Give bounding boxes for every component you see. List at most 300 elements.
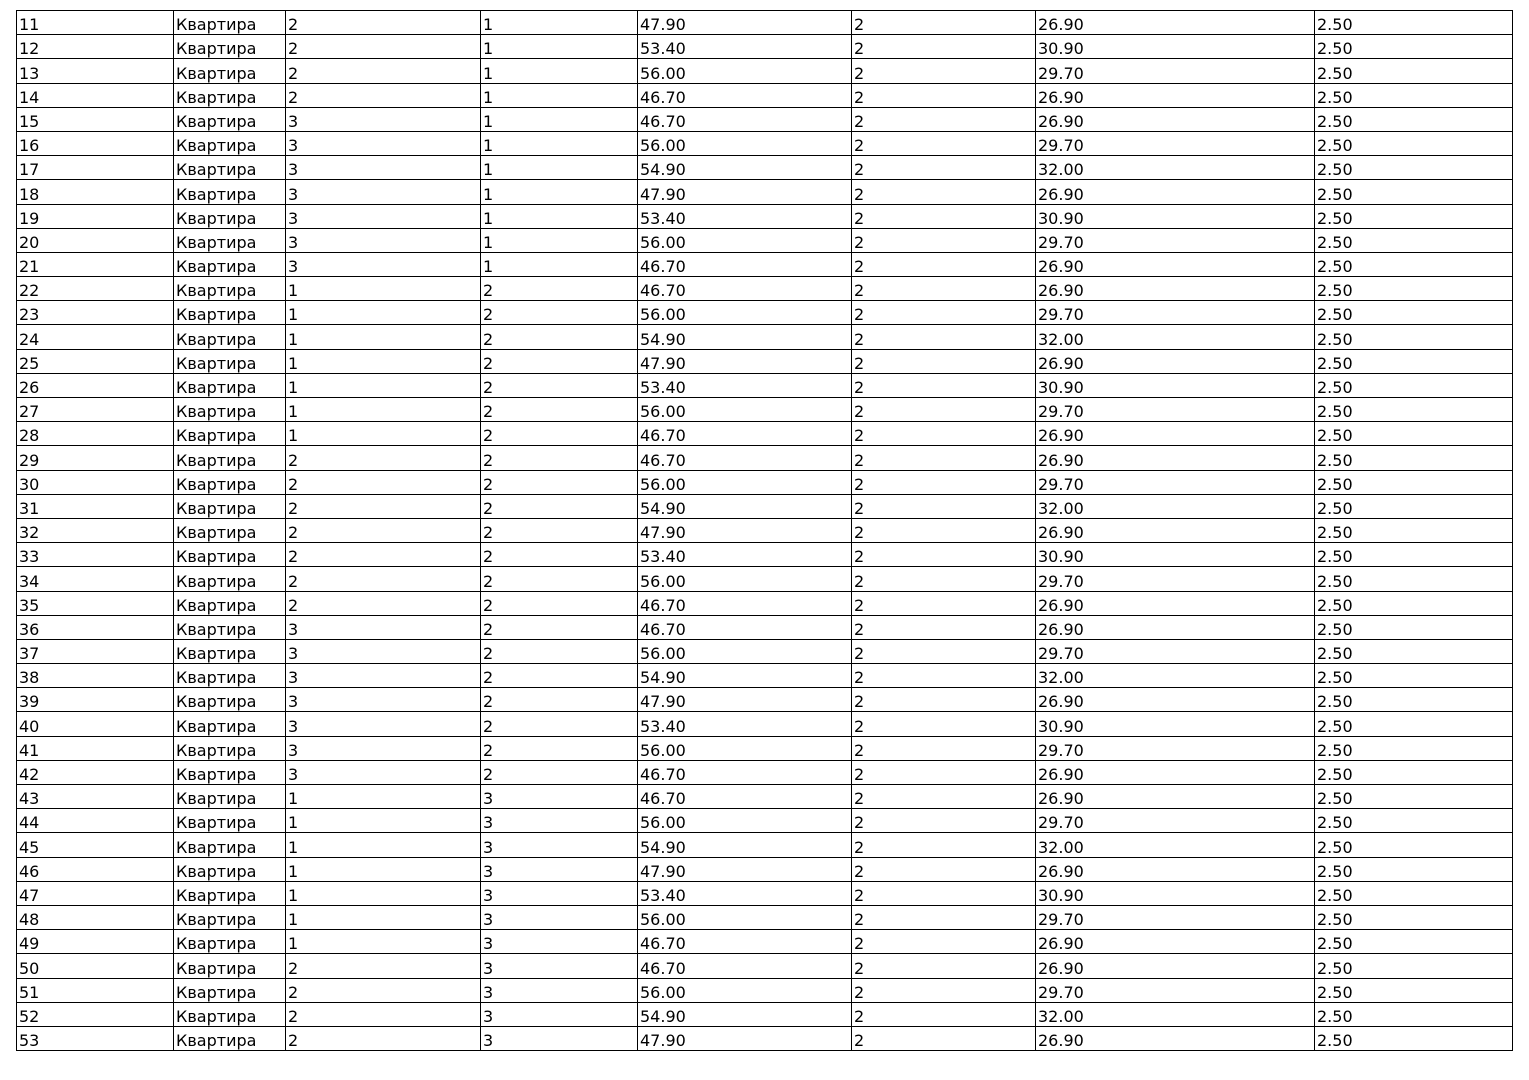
floor-cell: 2 (481, 688, 638, 712)
area-cell: 54.90 (638, 664, 852, 688)
living-area-cell: 26.90 (1036, 785, 1315, 809)
living-area-cell: 26.90 (1036, 615, 1315, 639)
number-cell: 19 (17, 204, 174, 228)
section-cell: 2 (852, 422, 1036, 446)
table-row (17, 373, 1513, 397)
table-row (17, 615, 1513, 639)
living-area-cell: 29.70 (1036, 131, 1315, 155)
section-cell: 2 (852, 639, 1036, 663)
area-cell: 47.90 (638, 180, 852, 204)
number-cell: 46 (17, 857, 174, 881)
number-cell: 42 (17, 760, 174, 784)
table-row (17, 785, 1513, 809)
height-cell: 2.50 (1315, 59, 1513, 83)
living-area-cell: 26.90 (1036, 954, 1315, 978)
living-area-cell: 26.90 (1036, 422, 1315, 446)
area-cell: 56.00 (638, 639, 852, 663)
section-cell: 2 (852, 59, 1036, 83)
type-cell: Квартира (174, 712, 286, 736)
height-cell: 2.50 (1315, 204, 1513, 228)
type-cell: Квартира (174, 833, 286, 857)
living-area-cell: 32.00 (1036, 664, 1315, 688)
table-row (17, 494, 1513, 518)
rooms-cell: 2 (286, 567, 481, 591)
number-cell: 13 (17, 59, 174, 83)
height-cell: 2.50 (1315, 494, 1513, 518)
section-cell: 2 (852, 664, 1036, 688)
height-cell: 2.50 (1315, 107, 1513, 131)
floor-cell: 3 (481, 833, 638, 857)
rooms-cell: 1 (286, 373, 481, 397)
rooms-cell: 3 (286, 107, 481, 131)
type-cell: Квартира (174, 373, 286, 397)
section-cell: 2 (852, 905, 1036, 929)
height-cell: 2.50 (1315, 543, 1513, 567)
floor-cell: 1 (481, 228, 638, 252)
rooms-cell: 1 (286, 905, 481, 929)
height-cell: 2.50 (1315, 398, 1513, 422)
number-cell: 49 (17, 930, 174, 954)
number-cell: 48 (17, 905, 174, 929)
area-cell: 56.00 (638, 905, 852, 929)
table-row (17, 978, 1513, 1002)
height-cell: 2.50 (1315, 785, 1513, 809)
type-cell: Квартира (174, 35, 286, 59)
section-cell: 2 (852, 760, 1036, 784)
height-cell: 2.50 (1315, 736, 1513, 760)
type-cell: Квартира (174, 591, 286, 615)
type-cell: Квартира (174, 978, 286, 1002)
number-cell: 40 (17, 712, 174, 736)
section-cell: 2 (852, 228, 1036, 252)
living-area-cell: 29.70 (1036, 398, 1315, 422)
rooms-cell: 1 (286, 809, 481, 833)
type-cell: Квартира (174, 252, 286, 276)
living-area-cell: 30.90 (1036, 712, 1315, 736)
area-cell: 47.90 (638, 1026, 852, 1050)
number-cell: 38 (17, 664, 174, 688)
height-cell: 2.50 (1315, 470, 1513, 494)
rooms-cell: 3 (286, 712, 481, 736)
rooms-cell: 2 (286, 11, 481, 35)
table-body (17, 11, 1513, 1051)
section-cell: 2 (852, 398, 1036, 422)
number-cell: 44 (17, 809, 174, 833)
living-area-cell: 26.90 (1036, 930, 1315, 954)
table-row (17, 180, 1513, 204)
height-cell: 2.50 (1315, 518, 1513, 542)
type-cell: Квартира (174, 107, 286, 131)
number-cell: 23 (17, 301, 174, 325)
section-cell: 2 (852, 180, 1036, 204)
number-cell: 39 (17, 688, 174, 712)
area-cell: 46.70 (638, 954, 852, 978)
table-row (17, 131, 1513, 155)
table-row (17, 809, 1513, 833)
table-row (17, 688, 1513, 712)
height-cell: 2.50 (1315, 131, 1513, 155)
area-cell: 46.70 (638, 107, 852, 131)
living-area-cell: 26.90 (1036, 446, 1315, 470)
table-row (17, 446, 1513, 470)
table-row (17, 881, 1513, 905)
type-cell: Квартира (174, 1002, 286, 1026)
number-cell: 20 (17, 228, 174, 252)
type-cell: Квартира (174, 1026, 286, 1050)
area-cell: 46.70 (638, 591, 852, 615)
type-cell: Квартира (174, 930, 286, 954)
rooms-cell: 2 (286, 59, 481, 83)
table-row (17, 470, 1513, 494)
table-row (17, 325, 1513, 349)
type-cell: Квартира (174, 736, 286, 760)
number-cell: 21 (17, 252, 174, 276)
rooms-cell: 2 (286, 543, 481, 567)
rooms-cell: 1 (286, 301, 481, 325)
number-cell: 52 (17, 1002, 174, 1026)
table-row (17, 107, 1513, 131)
floor-cell: 3 (481, 857, 638, 881)
number-cell: 37 (17, 639, 174, 663)
floor-cell: 1 (481, 11, 638, 35)
table-row (17, 11, 1513, 35)
type-cell: Квартира (174, 494, 286, 518)
area-cell: 56.00 (638, 470, 852, 494)
section-cell: 2 (852, 156, 1036, 180)
rooms-cell: 2 (286, 954, 481, 978)
table-row (17, 905, 1513, 929)
type-cell: Квартира (174, 131, 286, 155)
type-cell: Квартира (174, 857, 286, 881)
type-cell: Квартира (174, 180, 286, 204)
type-cell: Квартира (174, 349, 286, 373)
rooms-cell: 1 (286, 277, 481, 301)
living-area-cell: 30.90 (1036, 373, 1315, 397)
floor-cell: 2 (481, 518, 638, 542)
height-cell: 2.50 (1315, 349, 1513, 373)
number-cell: 45 (17, 833, 174, 857)
height-cell: 2.50 (1315, 881, 1513, 905)
height-cell: 2.50 (1315, 325, 1513, 349)
table-row (17, 543, 1513, 567)
number-cell: 50 (17, 954, 174, 978)
rooms-cell: 2 (286, 35, 481, 59)
table-row (17, 591, 1513, 615)
floor-cell: 3 (481, 881, 638, 905)
area-cell: 54.90 (638, 1002, 852, 1026)
section-cell: 2 (852, 591, 1036, 615)
height-cell: 2.50 (1315, 833, 1513, 857)
floor-cell: 1 (481, 107, 638, 131)
number-cell: 25 (17, 349, 174, 373)
living-area-cell: 26.90 (1036, 591, 1315, 615)
number-cell: 22 (17, 277, 174, 301)
floor-cell: 2 (481, 277, 638, 301)
number-cell: 32 (17, 518, 174, 542)
floor-cell: 3 (481, 930, 638, 954)
table-row (17, 930, 1513, 954)
table-row (17, 712, 1513, 736)
height-cell: 2.50 (1315, 664, 1513, 688)
floor-cell: 1 (481, 156, 638, 180)
floor-cell: 2 (481, 615, 638, 639)
number-cell: 53 (17, 1026, 174, 1050)
area-cell: 47.90 (638, 349, 852, 373)
number-cell: 51 (17, 978, 174, 1002)
section-cell: 2 (852, 349, 1036, 373)
type-cell: Квартира (174, 277, 286, 301)
area-cell: 54.90 (638, 156, 852, 180)
rooms-cell: 2 (286, 470, 481, 494)
number-cell: 47 (17, 881, 174, 905)
number-cell: 27 (17, 398, 174, 422)
height-cell: 2.50 (1315, 567, 1513, 591)
rooms-cell: 3 (286, 736, 481, 760)
section-cell: 2 (852, 785, 1036, 809)
type-cell: Квартира (174, 881, 286, 905)
living-area-cell: 26.90 (1036, 688, 1315, 712)
area-cell: 53.40 (638, 35, 852, 59)
rooms-cell: 2 (286, 446, 481, 470)
rooms-cell: 2 (286, 494, 481, 518)
area-cell: 54.90 (638, 325, 852, 349)
floor-cell: 2 (481, 712, 638, 736)
height-cell: 2.50 (1315, 156, 1513, 180)
floor-cell: 2 (481, 325, 638, 349)
area-cell: 47.90 (638, 857, 852, 881)
height-cell: 2.50 (1315, 446, 1513, 470)
height-cell: 2.50 (1315, 905, 1513, 929)
number-cell: 30 (17, 470, 174, 494)
type-cell: Квартира (174, 422, 286, 446)
number-cell: 29 (17, 446, 174, 470)
area-cell: 46.70 (638, 252, 852, 276)
number-cell: 15 (17, 107, 174, 131)
rooms-cell: 2 (286, 83, 481, 107)
living-area-cell: 29.70 (1036, 301, 1315, 325)
height-cell: 2.50 (1315, 639, 1513, 663)
rooms-cell: 2 (286, 1026, 481, 1050)
section-cell: 2 (852, 494, 1036, 518)
floor-cell: 1 (481, 204, 638, 228)
section-cell: 2 (852, 373, 1036, 397)
height-cell: 2.50 (1315, 1026, 1513, 1050)
table-row (17, 252, 1513, 276)
area-cell: 53.40 (638, 373, 852, 397)
area-cell: 46.70 (638, 760, 852, 784)
height-cell: 2.50 (1315, 930, 1513, 954)
area-cell: 46.70 (638, 83, 852, 107)
section-cell: 2 (852, 131, 1036, 155)
rooms-cell: 1 (286, 325, 481, 349)
floor-cell: 2 (481, 349, 638, 373)
number-cell: 24 (17, 325, 174, 349)
living-area-cell: 26.90 (1036, 760, 1315, 784)
area-cell: 56.00 (638, 978, 852, 1002)
number-cell: 14 (17, 83, 174, 107)
floor-cell: 3 (481, 954, 638, 978)
floor-cell: 1 (481, 180, 638, 204)
section-cell: 2 (852, 107, 1036, 131)
floor-cell: 3 (481, 1026, 638, 1050)
number-cell: 17 (17, 156, 174, 180)
table-row (17, 664, 1513, 688)
table-row (17, 35, 1513, 59)
rooms-cell: 1 (286, 881, 481, 905)
table-row (17, 760, 1513, 784)
floor-cell: 2 (481, 591, 638, 615)
section-cell: 2 (852, 833, 1036, 857)
floor-cell: 2 (481, 373, 638, 397)
table-row (17, 518, 1513, 542)
type-cell: Квартира (174, 446, 286, 470)
height-cell: 2.50 (1315, 277, 1513, 301)
height-cell: 2.50 (1315, 301, 1513, 325)
type-cell: Квартира (174, 11, 286, 35)
living-area-cell: 26.90 (1036, 518, 1315, 542)
section-cell: 2 (852, 35, 1036, 59)
number-cell: 11 (17, 11, 174, 35)
table-row (17, 204, 1513, 228)
rooms-cell: 3 (286, 639, 481, 663)
number-cell: 34 (17, 567, 174, 591)
section-cell: 2 (852, 736, 1036, 760)
section-cell: 2 (852, 11, 1036, 35)
section-cell: 2 (852, 470, 1036, 494)
living-area-cell: 26.90 (1036, 252, 1315, 276)
area-cell: 56.00 (638, 736, 852, 760)
area-cell: 46.70 (638, 785, 852, 809)
rooms-cell: 1 (286, 833, 481, 857)
number-cell: 33 (17, 543, 174, 567)
height-cell: 2.50 (1315, 615, 1513, 639)
number-cell: 31 (17, 494, 174, 518)
rooms-cell: 1 (286, 398, 481, 422)
height-cell: 2.50 (1315, 373, 1513, 397)
type-cell: Квартира (174, 688, 286, 712)
living-area-cell: 29.70 (1036, 809, 1315, 833)
floor-cell: 2 (481, 639, 638, 663)
living-area-cell: 32.00 (1036, 156, 1315, 180)
living-area-cell: 30.90 (1036, 204, 1315, 228)
area-cell: 56.00 (638, 131, 852, 155)
living-area-cell: 26.90 (1036, 857, 1315, 881)
rooms-cell: 3 (286, 180, 481, 204)
section-cell: 2 (852, 954, 1036, 978)
number-cell: 26 (17, 373, 174, 397)
floor-cell: 2 (481, 664, 638, 688)
number-cell: 41 (17, 736, 174, 760)
rooms-cell: 3 (286, 156, 481, 180)
floor-cell: 2 (481, 398, 638, 422)
section-cell: 2 (852, 978, 1036, 1002)
height-cell: 2.50 (1315, 688, 1513, 712)
type-cell: Квартира (174, 954, 286, 978)
section-cell: 2 (852, 930, 1036, 954)
living-area-cell: 30.90 (1036, 35, 1315, 59)
rooms-cell: 3 (286, 228, 481, 252)
area-cell: 56.00 (638, 301, 852, 325)
type-cell: Квартира (174, 228, 286, 252)
section-cell: 2 (852, 688, 1036, 712)
area-cell: 56.00 (638, 59, 852, 83)
living-area-cell: 29.70 (1036, 978, 1315, 1002)
living-area-cell: 26.90 (1036, 83, 1315, 107)
table-row (17, 228, 1513, 252)
table-row (17, 857, 1513, 881)
type-cell: Квартира (174, 567, 286, 591)
rooms-cell: 3 (286, 688, 481, 712)
area-cell: 53.40 (638, 881, 852, 905)
area-cell: 54.90 (638, 833, 852, 857)
height-cell: 2.50 (1315, 422, 1513, 446)
area-cell: 47.90 (638, 11, 852, 35)
type-cell: Квартира (174, 760, 286, 784)
living-area-cell: 26.90 (1036, 277, 1315, 301)
table-row (17, 301, 1513, 325)
section-cell: 2 (852, 252, 1036, 276)
type-cell: Квартира (174, 59, 286, 83)
height-cell: 2.50 (1315, 83, 1513, 107)
type-cell: Квартира (174, 518, 286, 542)
area-cell: 56.00 (638, 809, 852, 833)
rooms-cell: 1 (286, 349, 481, 373)
area-cell: 56.00 (638, 567, 852, 591)
living-area-cell: 26.90 (1036, 349, 1315, 373)
table-row (17, 567, 1513, 591)
floor-cell: 3 (481, 785, 638, 809)
area-cell: 47.90 (638, 688, 852, 712)
area-cell: 56.00 (638, 398, 852, 422)
section-cell: 2 (852, 446, 1036, 470)
area-cell: 46.70 (638, 446, 852, 470)
number-cell: 18 (17, 180, 174, 204)
floor-cell: 3 (481, 905, 638, 929)
type-cell: Квартира (174, 785, 286, 809)
section-cell: 2 (852, 277, 1036, 301)
type-cell: Квартира (174, 398, 286, 422)
number-cell: 35 (17, 591, 174, 615)
section-cell: 2 (852, 1026, 1036, 1050)
table-row (17, 59, 1513, 83)
living-area-cell: 26.90 (1036, 1026, 1315, 1050)
section-cell: 2 (852, 543, 1036, 567)
section-cell: 2 (852, 881, 1036, 905)
rooms-cell: 3 (286, 204, 481, 228)
table-row (17, 954, 1513, 978)
floor-cell: 2 (481, 760, 638, 784)
area-cell: 46.70 (638, 422, 852, 446)
floor-cell: 2 (481, 543, 638, 567)
floor-cell: 1 (481, 35, 638, 59)
living-area-cell: 32.00 (1036, 325, 1315, 349)
table-row (17, 83, 1513, 107)
floor-cell: 3 (481, 809, 638, 833)
living-area-cell: 29.70 (1036, 228, 1315, 252)
floor-cell: 3 (481, 978, 638, 1002)
living-area-cell: 30.90 (1036, 543, 1315, 567)
type-cell: Квартира (174, 809, 286, 833)
living-area-cell: 30.90 (1036, 881, 1315, 905)
table-row (17, 736, 1513, 760)
table-row (17, 398, 1513, 422)
height-cell: 2.50 (1315, 1002, 1513, 1026)
section-cell: 2 (852, 809, 1036, 833)
area-cell: 46.70 (638, 930, 852, 954)
rooms-cell: 3 (286, 664, 481, 688)
section-cell: 2 (852, 204, 1036, 228)
number-cell: 28 (17, 422, 174, 446)
